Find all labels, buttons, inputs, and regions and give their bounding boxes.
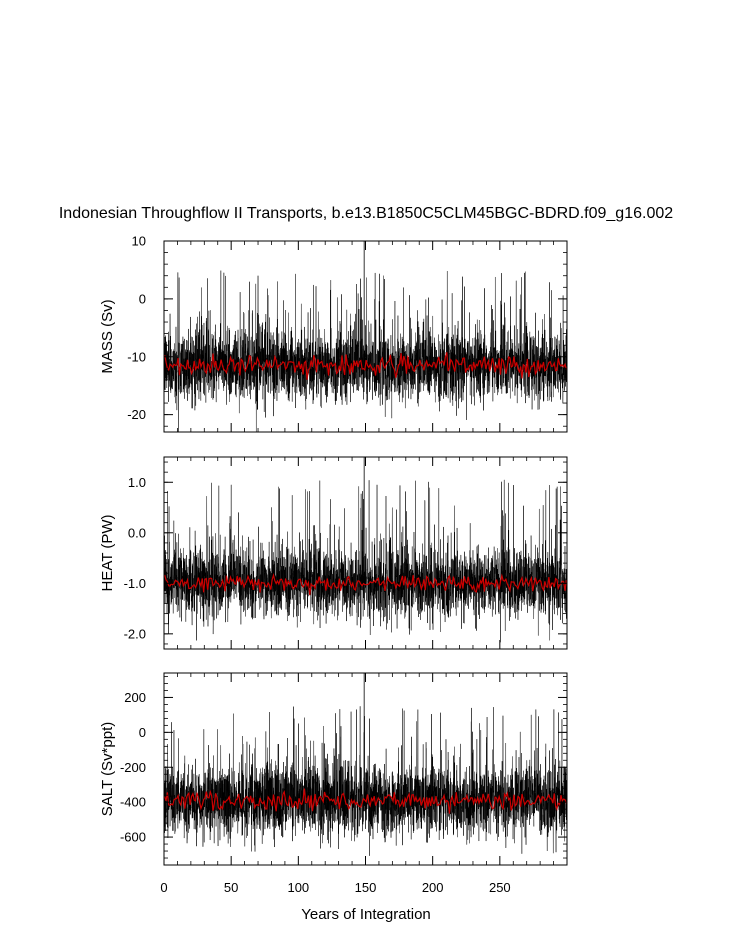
y-axis-label: SALT (Sv*ppt) <box>99 721 116 817</box>
monthly-series-line <box>164 480 567 642</box>
chart-title: Indonesian Throughflow II Transports, b.e13.B1850C5CLM45BGC-BDRD.f09_g16.002 <box>58 205 674 222</box>
y-tick-label: -20 <box>127 407 146 423</box>
y-axis-label: HEAT (PW) <box>99 514 116 592</box>
y-tick-label: -400 <box>119 794 146 810</box>
monthly-series-line <box>164 706 567 856</box>
y-tick-label: -200 <box>119 759 146 775</box>
x-axis-label: Years of Integration <box>301 906 431 923</box>
y-tick-label: -2.0 <box>123 626 146 642</box>
y-tick-label: 0 <box>138 291 146 307</box>
x-tick-label: 0 <box>160 880 168 895</box>
x-tick-label: 150 <box>354 880 377 895</box>
y-tick-label: 1.0 <box>127 474 146 490</box>
plot-frame <box>164 673 567 865</box>
y-axis-label: MASS (Sv) <box>99 299 116 374</box>
x-tick-label: 250 <box>488 880 511 895</box>
salt-panel <box>99 673 567 895</box>
panels <box>99 234 567 896</box>
y-tick-label: 200 <box>124 689 146 705</box>
y-tick-label: 10 <box>131 233 146 249</box>
y-tick-label: -10 <box>127 349 146 365</box>
y-tick-label: 0 <box>138 724 146 740</box>
y-tick-label: -1.0 <box>123 575 146 591</box>
x-tick-label: 100 <box>287 880 310 895</box>
y-tick-label: 0.0 <box>127 525 146 541</box>
y-tick-label: -600 <box>119 829 146 845</box>
x-tick-label: 200 <box>421 880 444 895</box>
mass-panel <box>99 234 567 436</box>
heat-panel <box>99 457 567 649</box>
monthly-series-line <box>164 271 567 436</box>
x-tick-label: 50 <box>223 880 239 895</box>
